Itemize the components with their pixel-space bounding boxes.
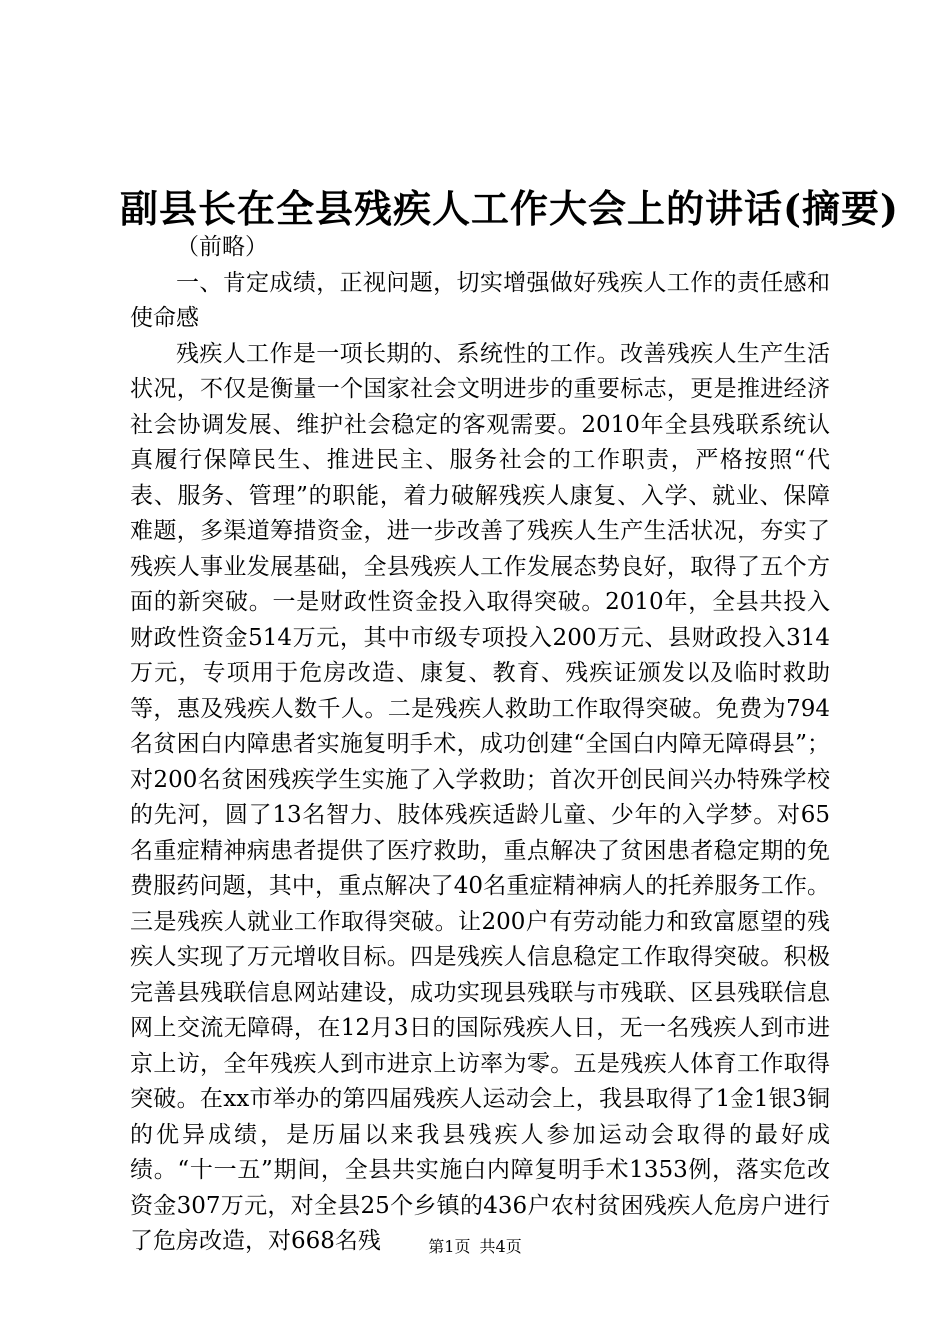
paragraph-section-heading: 一、肯定成绩，正视问题，切实增强做好残疾人工作的责任感和使命感 (130, 269, 830, 331)
page-footer (0, 1236, 950, 1258)
page-number: 第1页 (428, 1237, 471, 1256)
paragraph-body: 残疾人工作是一项长期的、系统性的工作。改善残疾人生产生活状况，不仅是衡量一个国家社会文明进步的重要标志，更是推进经济社会协调发展、维护社会稳定的客观需要。2010年全县残联系统认真履行保障民生、推进民主、服务社会的工作职责，严格按照“代表、服务、管理”的职能，着力破解残疾人康复、入学、就业、保障难题，多渠道筹措资金，进一步改善了残疾人生产生活状况，夯实了残疾人事业发展基础，全县残疾人工作发展态势良好，取得了五个方面的新突破。一是财政性资金投入取得突破。2010年，全县共投入财政性资金514万元，其中市级专项投入200万元、县财政投入314万元，专项用于危房改造、康复、教育、残疾证颁发以及临时救助等，惠及残疾人数千人。二是残疾人救助工作取得突破。免费为794名贫困白内障患者实施复明手术，成功创建“全国白内障无障碍县”；对200名贫困残疾学生实施了入学救助；首次开创民间兴办特殊学校的先河，圆了13名智力、肢体残疾适龄儿童、少年的入学梦。对65名重症精神病患者提供了医疗救助，重点解决了贫困患者稳定期的免费服药问题，其中，重点解决了40名重症精神病人的托养服务工作。三是残疾人就业工作取得突破。让200户有劳动能力和致富愿望的残疾人实现了万元增收目标。四是残疾人信息稳定工作取得突破。积极完善县残联信息网站建设，成功实现县残联与市残联、区县残联信息网上交流无障碍，在12月3日的国际残疾人日，无一名残疾人到市进京上访，全年残疾人到市进京上访率为零。五是残疾人体育工作取得突破。在xx市举办的第四届残疾人运动会上，我县取得了1金1银3铜的优异成绩，是历届以来我县残疾人参加运动会取得的最好成绩。“十一五”期间，全县共实施白内障复明手术1353例，落实危改资金307万元，对全县25个乡镇的436户农村贫困残疾人危房户进行了危房改造，对668名残 (130, 340, 830, 1254)
document-title: 副县长在全县残疾人工作大会上的讲话(摘要) (120, 186, 899, 232)
paragraph-preface: （前略） (176, 234, 268, 260)
page-total: 共4页 (479, 1237, 522, 1256)
document-body (130, 230, 830, 1260)
